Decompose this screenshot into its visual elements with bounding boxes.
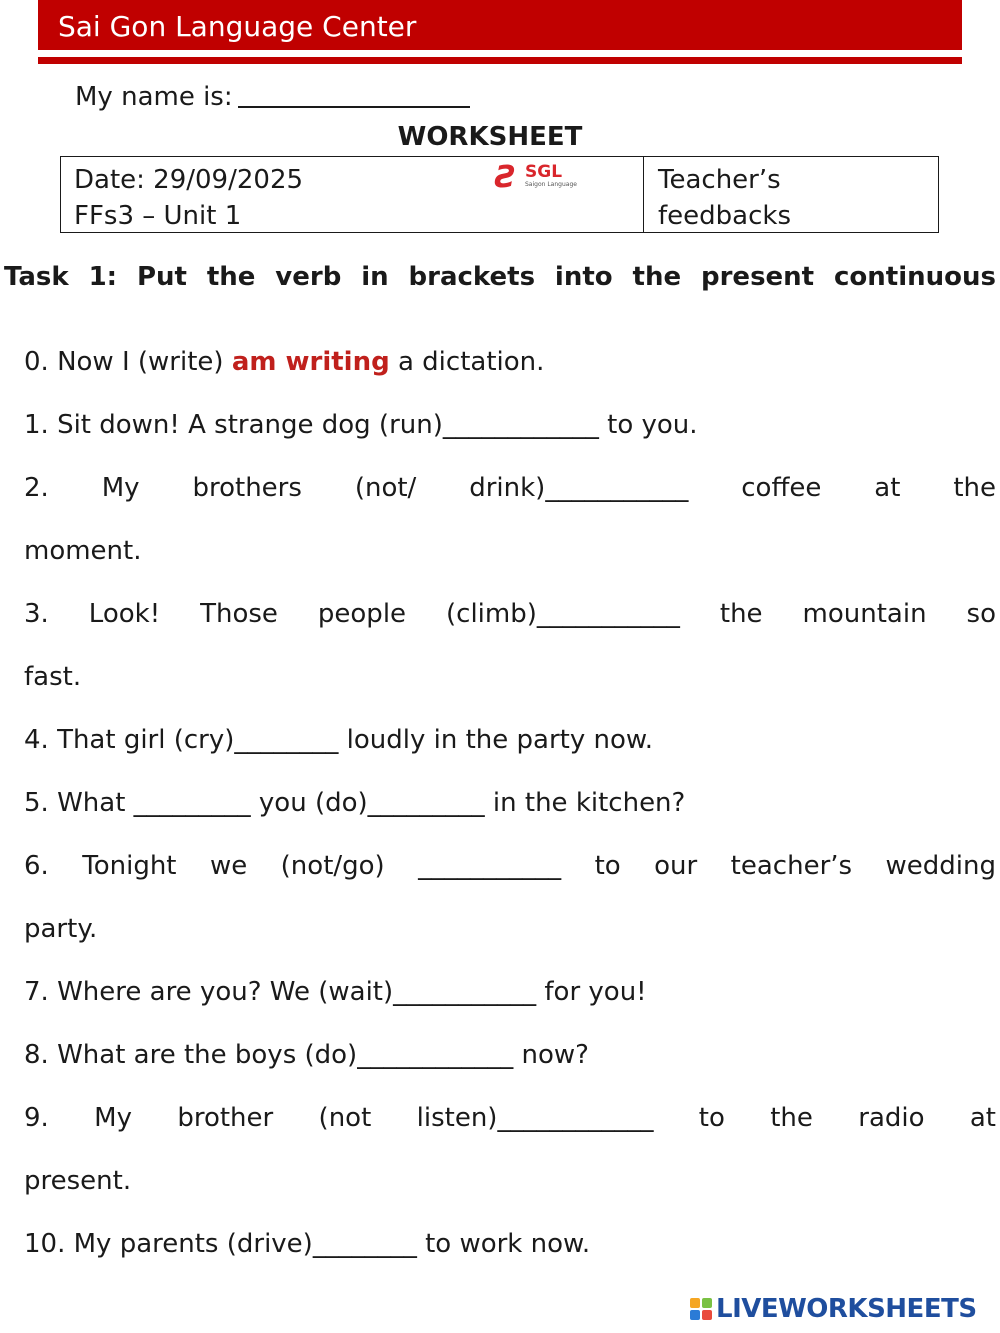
exercise-0-after: a dictation. xyxy=(389,347,545,377)
liveworksheets-footer[interactable] xyxy=(690,1292,990,1326)
exercise-2-cont: moment. xyxy=(24,536,142,566)
exercise-2[interactable]: 2. My brothers (not/ drink)___________ coffee at the xyxy=(24,473,996,503)
logo-text: SGL xyxy=(525,162,563,182)
exercise-4[interactable]: 4. That girl (cry)________ loudly in the party now. xyxy=(24,725,654,755)
exercise-8[interactable]: 8. What are the boys (do)____________ now? xyxy=(24,1040,589,1070)
header-bar xyxy=(38,0,962,50)
exercise-1[interactable]: 1. Sit down! A strange dog (run)____________ to you. xyxy=(24,410,698,440)
exercise-6-cont: party. xyxy=(24,914,98,944)
exercise-9[interactable]: 9. My brother (not listen)____________ to the radio at xyxy=(24,1103,996,1133)
exercise-6[interactable]: 6. Tonight we (not/go) ___________ to our teacher’s wedding xyxy=(24,851,996,881)
exercise-10[interactable]: 10. My parents (drive)________ to work now. xyxy=(24,1229,591,1259)
task-title: Task 1: Put the verb in brackets into the present continuous xyxy=(4,262,996,292)
name-label: My name is: xyxy=(75,82,233,112)
exercise-5[interactable]: 5. What _________ you (do)_________ in the kitchen? xyxy=(24,788,686,818)
feedback-label-2: feedbacks xyxy=(658,201,791,231)
unit-text: FFs3 – Unit 1 xyxy=(74,201,242,231)
footer-brand: LIVEWORKSHEETS xyxy=(716,1294,977,1324)
logo-subtext: Saigon Language xyxy=(525,181,577,188)
exercise-7[interactable]: 7. Where are you? We (wait)___________ for you! xyxy=(24,977,647,1007)
header-title: Sai Gon Language Center xyxy=(58,10,417,43)
sgl-logo-icon: Ƨ xyxy=(495,160,517,195)
exercise-0-answer: am writing xyxy=(231,347,390,377)
sgl-logo xyxy=(495,161,595,195)
feedback-cell[interactable] xyxy=(658,162,791,234)
exercise-3[interactable]: 3. Look! Those people (climb)___________ the mountain so xyxy=(24,599,996,629)
worksheet-title: WORKSHEET xyxy=(397,122,583,152)
liveworksheets-logo-icon xyxy=(690,1298,712,1320)
exercise-9-cont: present. xyxy=(24,1166,132,1196)
exercise-0 xyxy=(24,342,996,382)
exercise-3-cont: fast. xyxy=(24,662,82,692)
info-left xyxy=(74,162,303,234)
name-blank[interactable] xyxy=(238,106,470,108)
exercise-0-before: 0. Now I (write) xyxy=(24,347,232,377)
info-divider xyxy=(643,157,644,232)
info-box xyxy=(60,156,939,233)
date-text: Date: 29/09/2025 xyxy=(74,165,304,195)
feedback-label-1: Teacher’s xyxy=(658,165,781,195)
